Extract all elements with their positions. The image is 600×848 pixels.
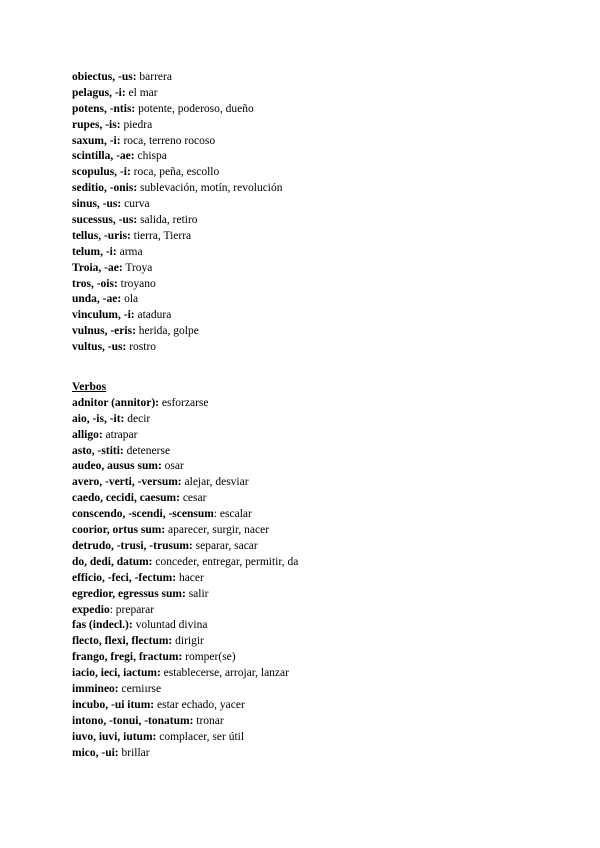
vocab-definition: : escalar: [213, 508, 252, 521]
vocab-term: do, dedi, datum:: [72, 555, 153, 568]
vocab-entry: [72, 308, 552, 324]
vocab-term: mico, -ui:: [72, 746, 119, 759]
vocab-term: fas (indecl.):: [72, 619, 133, 632]
vocab-term: adnitor (annitor):: [72, 396, 159, 409]
vocab-entry: [72, 746, 552, 762]
vocab-definition: potente, poderoso, dueño: [135, 102, 254, 115]
vocab-definition: cesar: [179, 492, 207, 505]
vocab-entry: [72, 149, 552, 165]
vocab-definition: voluntad divina: [132, 619, 208, 632]
vocab-entry: [72, 213, 552, 229]
vocab-entry: [72, 165, 552, 181]
vocab-term: scintilla, -ae:: [72, 150, 135, 163]
vocab-term: telum, -i:: [72, 245, 117, 258]
vocab-definition: troyano: [117, 277, 156, 290]
vocab-definition: alejar, desviar: [181, 476, 249, 489]
vocab-definition: cerniırse: [118, 682, 162, 695]
vocab-term: flecto, flexi, flectum:: [72, 635, 173, 648]
vocab-definition: detenerse: [123, 444, 171, 457]
vocab-entry: [72, 197, 552, 213]
vocab-entry: [72, 412, 552, 428]
vocab-definition: roca, terreno rocoso: [120, 134, 216, 147]
vocab-term: unda, -ae:: [72, 293, 122, 306]
vocab-definition: : preparar: [109, 603, 155, 616]
vocab-term: pelagus, -i:: [72, 86, 126, 99]
vocab-term: iuvo, iuvi, iutum:: [72, 730, 157, 743]
vocab-definition: decir: [124, 412, 151, 425]
vocab-entry: [72, 539, 552, 555]
vocab-entry: [72, 555, 552, 571]
vocab-term: coorior, ortus sum:: [72, 524, 166, 537]
vocab-term: egredior, egressus sum:: [72, 587, 186, 600]
vocab-definition: roca, peña, escollo: [130, 166, 220, 179]
vocab-entry: [72, 587, 552, 603]
vocab-term: caedo, cecidi, caesum:: [72, 492, 180, 505]
vocab-term: conscendo, -scendi, -scensum: [72, 508, 214, 521]
vocab-definition: aparecer, surgir, nacer: [165, 524, 270, 537]
vocab-definition: separar, sacar: [192, 539, 258, 552]
vocab-term: frango, fregi, fractum:: [72, 651, 183, 664]
vocab-definition: osar: [161, 460, 184, 473]
vocabulary-page: [72, 70, 552, 761]
vocab-definition: atrapar: [102, 428, 138, 441]
vocab-entry: [72, 459, 552, 475]
vocab-entry: [72, 229, 552, 245]
vocab-term: iacio, ieci, iactum:: [72, 667, 161, 680]
vocab-term: immineo:: [72, 682, 119, 695]
vocab-entry: [72, 292, 552, 308]
vocab-entry: [72, 102, 552, 118]
vocab-term: rupes, -is:: [72, 118, 121, 131]
vocab-definition: dirigir: [172, 635, 204, 648]
vocab-term: Troia, -ae:: [72, 261, 123, 274]
vocab-entry: [72, 682, 552, 698]
vocab-term: seditio, -onis:: [72, 182, 138, 195]
vocab-entry: [72, 523, 552, 539]
vocab-entry: [72, 698, 552, 714]
vocab-definition: tronar: [193, 714, 224, 727]
vocab-term: asto, -stiti:: [72, 444, 124, 457]
vocab-entry: [72, 277, 552, 293]
vocab-entry: [72, 475, 552, 491]
nouns-list: [72, 70, 552, 356]
vocab-definition: salida, retiro: [137, 214, 198, 227]
vocab-term: saxum, -i:: [72, 134, 121, 147]
vocab-entry: [72, 245, 552, 261]
vocab-definition: chispa: [134, 150, 167, 163]
vocab-term: obiectus, -us:: [72, 71, 137, 83]
vocab-entry: [72, 118, 552, 134]
vocab-entry: [72, 650, 552, 666]
vocab-term: efficio, -feci, -fectum:: [72, 571, 177, 584]
vocab-entry: [72, 571, 552, 587]
vocab-term: avero, -verti, -versum:: [72, 476, 182, 489]
vocab-term: vinculum, -i:: [72, 309, 135, 322]
vocab-term: vulnus, -eris:: [72, 325, 136, 338]
vocab-definition: barrera: [136, 71, 172, 83]
vocab-entry: [72, 730, 552, 746]
vocab-definition: esforzarse: [159, 396, 209, 409]
vocab-term: tros, -ois:: [72, 277, 118, 290]
vocab-term: detrudo, -trusi, -trusum:: [72, 539, 193, 552]
vocab-term: sinus, -us:: [72, 198, 122, 211]
vocab-definition: rostro: [126, 341, 157, 354]
vocab-definition: salir: [185, 587, 209, 600]
vocab-term: aio, -is, -it:: [72, 412, 125, 425]
vocab-definition: sublevación, motín, revolución: [137, 182, 283, 195]
vocab-definition: piedra: [120, 118, 153, 131]
vocab-entry: [72, 134, 552, 150]
vocab-definition: atadura: [134, 309, 172, 322]
vocab-term: potens, -ntis:: [72, 102, 136, 115]
vocab-term: intono, -tonui, -tonatum:: [72, 714, 194, 727]
vocab-entry: [72, 70, 552, 86]
vocab-entry: [72, 261, 552, 277]
vocab-definition: conceder, entregar, permitir, da: [152, 555, 299, 568]
vocab-term: vultus, -us:: [72, 341, 127, 354]
vocab-definition: arma: [116, 245, 143, 258]
vocab-entry: [72, 634, 552, 650]
vocab-term: tellus, -uris:: [72, 229, 131, 242]
vocab-definition: brillar: [118, 746, 150, 759]
vocab-entry: [72, 86, 552, 102]
vocab-definition: el mar: [125, 86, 158, 99]
verbs-heading: Verbos: [72, 381, 107, 394]
vocab-term: scopulus, -i:: [72, 166, 131, 179]
vocab-term: incubo, -ui itum:: [72, 698, 155, 711]
vocab-definition: hacer: [176, 571, 204, 584]
vocab-entry: [72, 507, 552, 523]
vocab-entry: [72, 396, 552, 412]
vocab-definition: romper(se): [182, 651, 236, 664]
vocab-definition: curva: [121, 198, 150, 211]
vocab-entry: [72, 714, 552, 730]
vocab-entry: [72, 444, 552, 460]
vocab-definition: Troya: [122, 261, 153, 274]
vocab-entry: [72, 491, 552, 507]
vocab-definition: tierra, Tierra: [130, 229, 192, 242]
vocab-entry: [72, 181, 552, 197]
vocab-term: alligo:: [72, 428, 103, 441]
vocab-term: audeo, ausus sum:: [72, 460, 162, 473]
vocab-entry: [72, 666, 552, 682]
section-gap: [72, 356, 552, 380]
vocab-definition: herida, golpe: [135, 325, 199, 338]
vocab-entry: [72, 340, 552, 356]
vocab-definition: estar echado, yacer: [154, 698, 245, 711]
vocab-definition: ola: [121, 293, 139, 306]
vocab-term: sucessus, -us:: [72, 214, 138, 227]
vocab-definition: establecerse, arrojar, lanzar: [160, 667, 289, 680]
vocab-entry: [72, 428, 552, 444]
vocab-entry: [72, 618, 552, 634]
vocab-entry: [72, 324, 552, 340]
vocab-entry: [72, 603, 552, 619]
verbs-list: [72, 396, 552, 761]
vocab-definition: complacer, ser útil: [156, 730, 245, 743]
vocab-term: expedio: [72, 603, 110, 616]
